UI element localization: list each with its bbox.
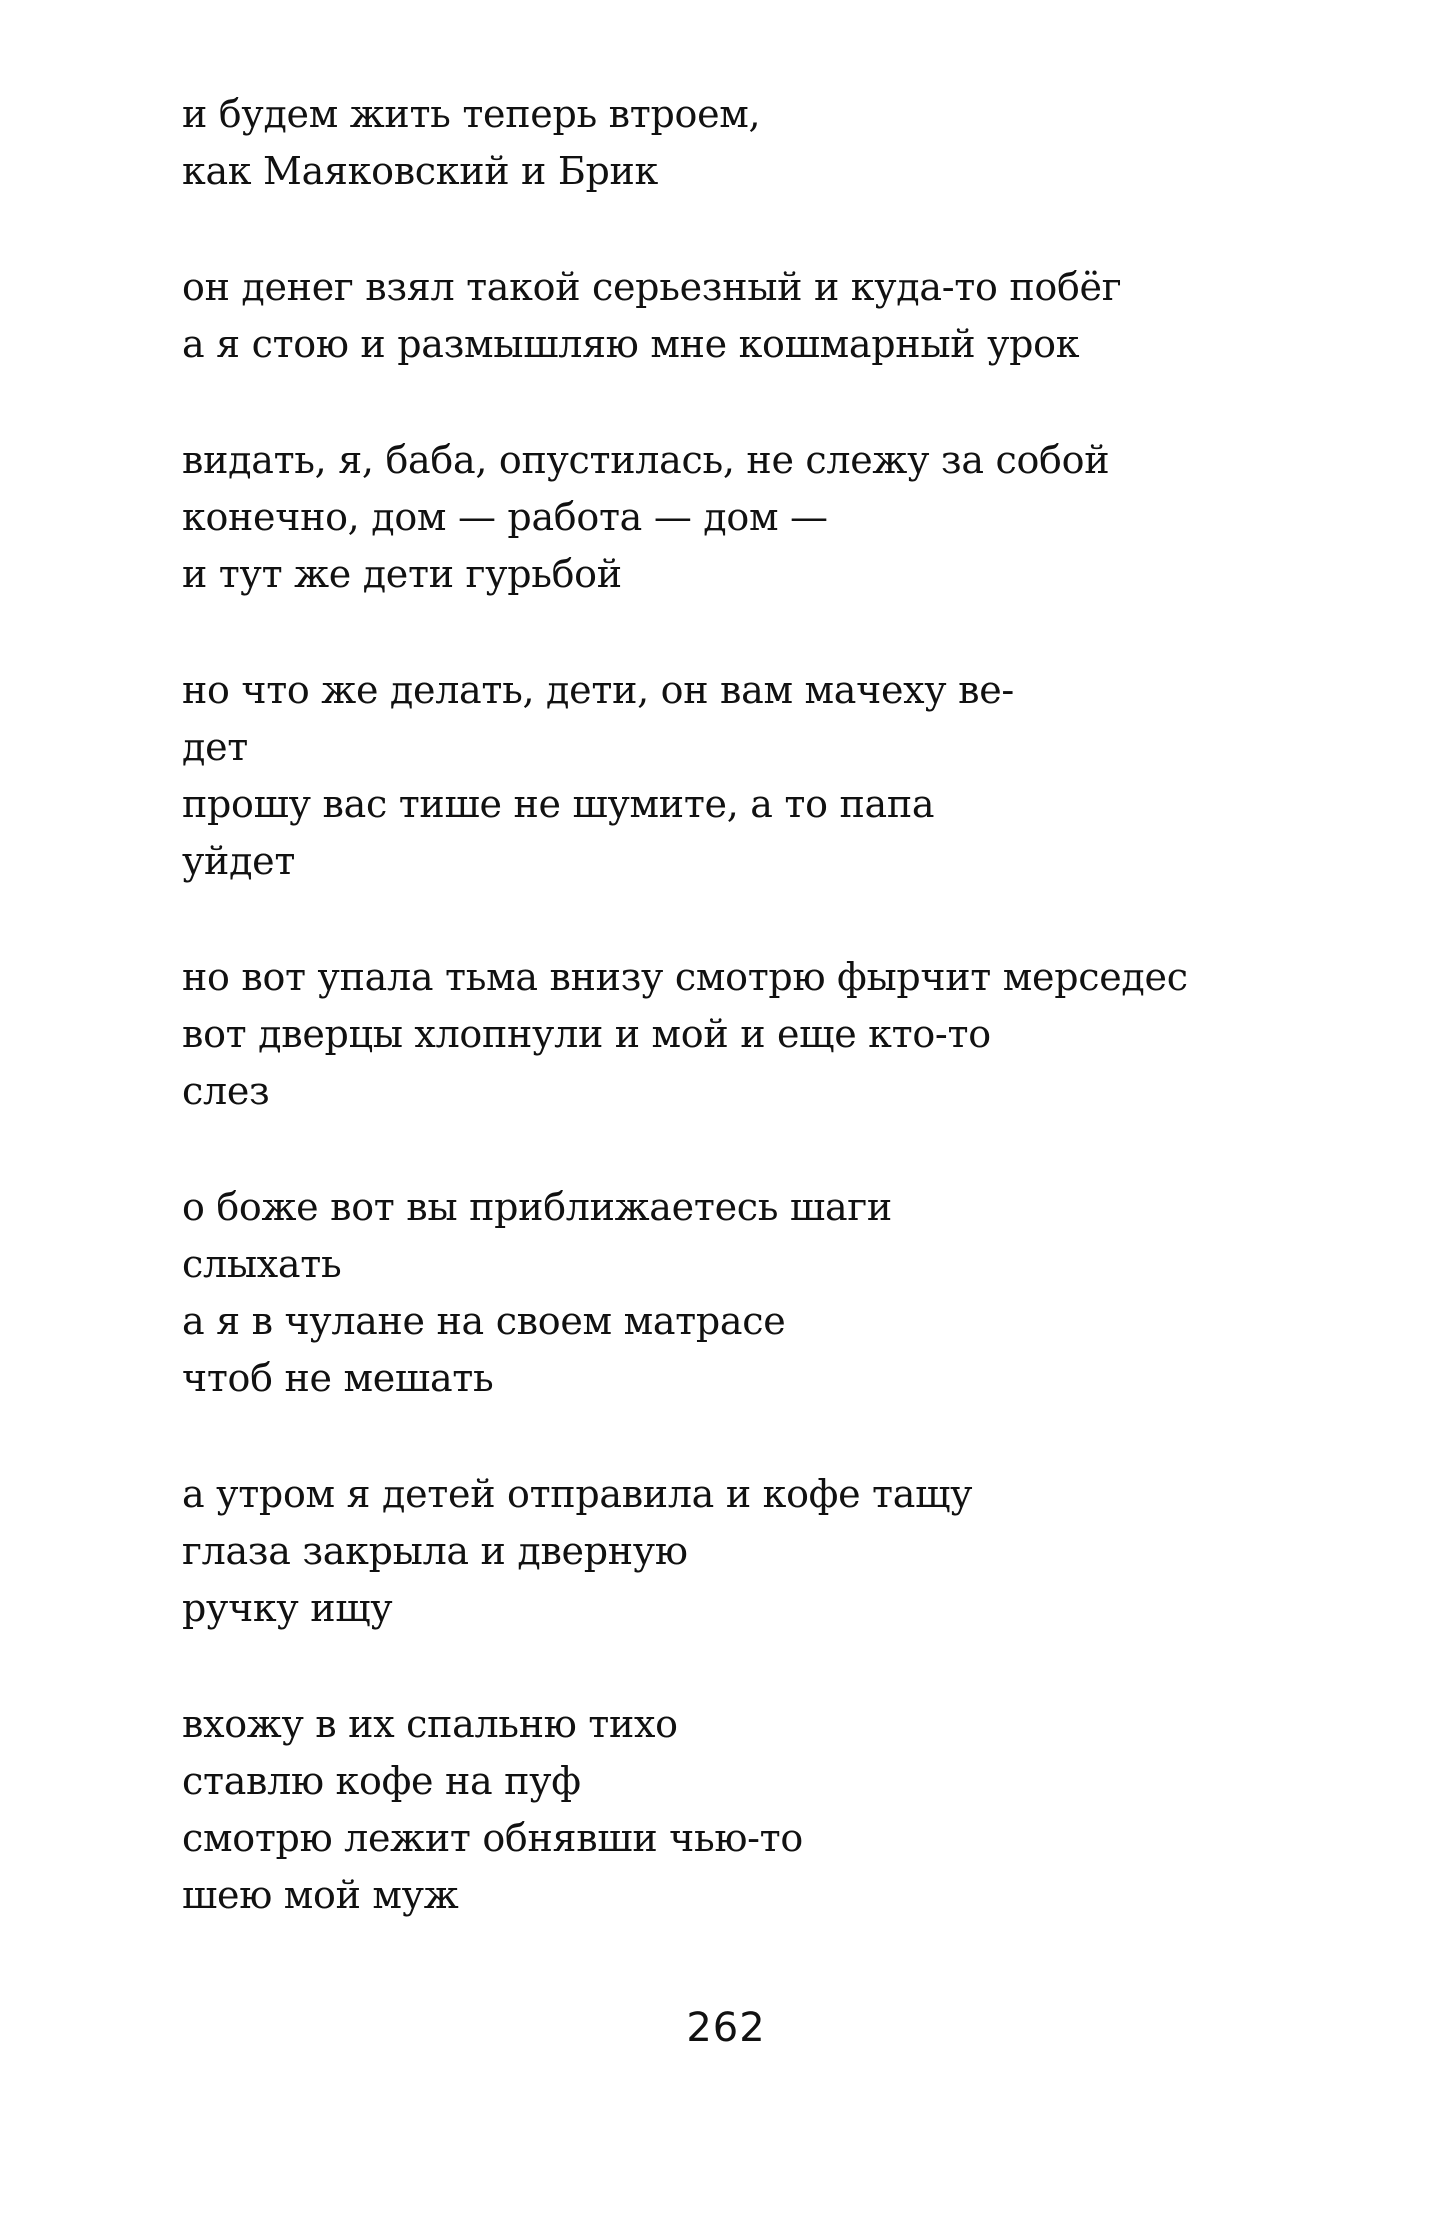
poem-line: уйдет: [182, 839, 296, 883]
stanza-6: [182, 1179, 1382, 1407]
stanza-5: [182, 949, 1382, 1120]
poem-line: чтоб не мешать: [182, 1356, 494, 1400]
poem-text: [182, 86, 1382, 1983]
poem-line: ставлю кофе на пуф: [182, 1759, 581, 1803]
poem-line: слез: [182, 1069, 270, 1113]
poem-line: вхожу в их спальню тихо: [182, 1702, 678, 1746]
poem-line: о боже вот вы приближаетесь шаги: [182, 1185, 892, 1229]
poem-line: прошу вас тише не шумите, а то папа: [182, 782, 935, 826]
poem-line: а я в чулане на своем матрасе: [182, 1299, 786, 1343]
poem-line: дет: [182, 725, 249, 769]
poem-line: и тут же дети гурьбой: [182, 552, 622, 596]
stanza-8: [182, 1696, 1382, 1924]
poem-line: а я стою и размышляю мне кошмарный урок: [182, 322, 1080, 366]
poem-line: видать, я, баба, опустилась, не слежу за собой: [182, 438, 1110, 482]
poem-line: как Маяковский и Брик: [182, 149, 658, 193]
poem-line: конечно, дом — работа — дом —: [182, 495, 828, 539]
poem-line: шею мой муж: [182, 1873, 459, 1917]
stanza-7: [182, 1466, 1382, 1637]
stanza-4: [182, 662, 1382, 890]
poem-line: и будем жить теперь втроем,: [182, 92, 761, 136]
stanza-2: [182, 259, 1382, 373]
poem-line: но вот упала тьма внизу смотрю фырчит мерседес: [182, 955, 1188, 999]
stanza-3: [182, 432, 1382, 603]
poem-line: вот дверцы хлопнули и мой и еще кто-то: [182, 1012, 991, 1056]
poem-line: он денег взял такой серьезный и куда-то побёг: [182, 265, 1122, 309]
poem-line: а утром я детей отправила и кофе тащу: [182, 1472, 973, 1516]
poem-line: но что же делать, дети, он вам мачеху ве-: [182, 668, 1014, 712]
poem-line: глаза закрыла и дверную: [182, 1529, 688, 1573]
poem-line: ручку ищу: [182, 1586, 393, 1630]
stanza-1: [182, 86, 1382, 200]
poem-line: смотрю лежит обнявши чью-то: [182, 1816, 803, 1860]
page-number: 262: [686, 2005, 766, 2051]
poem-line: слыхать: [182, 1242, 342, 1286]
